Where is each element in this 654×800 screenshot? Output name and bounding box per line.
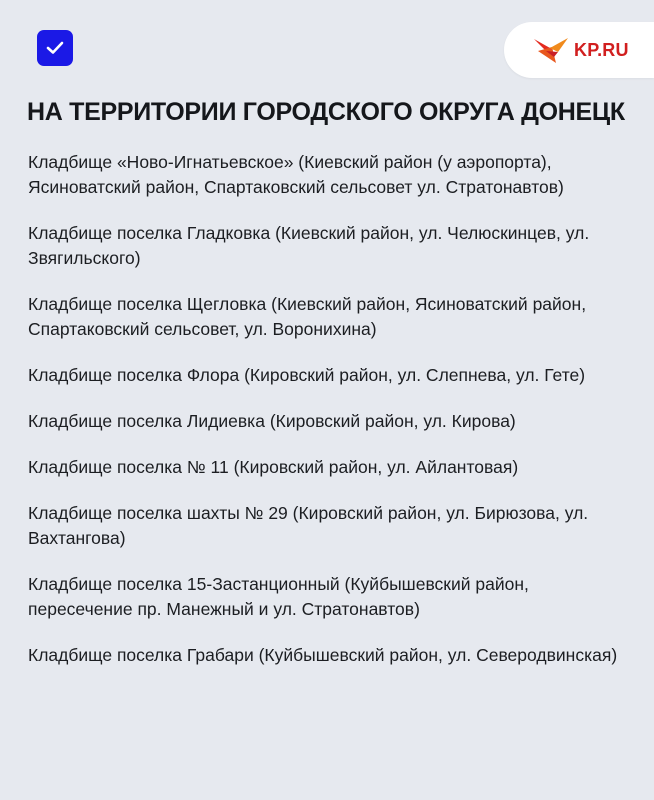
list-item: Кладбище «Ново-Игнатьевское» (Киевский район (у аэропорта), Ясиноватский район, Спартаковский сельсовет ул. Стратонавтов) — [28, 152, 564, 197]
check-icon — [46, 41, 64, 55]
list-item: Кладбище поселка Флора (Кировский район, ул. Слепнева, ул. Гете) — [28, 365, 586, 385]
list-item: Кладбище поселка Грабари (Куйбышевский район, ул. Северодвинская) — [28, 645, 618, 665]
page-title: НА ТЕРРИТОРИИ ГОРОДСКОГО ОКРУГА ДОНЕЦК — [27, 98, 625, 126]
list-item: Кладбище поселка 15-Застанционный (Куйбышевский район, пересечение пр. Манежный и ул. Стратонавтов) — [28, 574, 529, 619]
brand-name: KP.RU — [574, 39, 629, 60]
brand-logo — [504, 22, 654, 78]
list-item: Кладбище поселка № 11 (Кировский район, ул. Айлантовая) — [28, 457, 519, 477]
list-item: Кладбище поселка шахты № 29 (Кировский район, ул. Бирюзова, ул. Вахтангова) — [28, 503, 589, 548]
list-item: Кладбище поселка Гладковка (Киевский район, ул. Челюскинцев, ул. Звягильского) — [28, 223, 590, 268]
check-badge — [37, 30, 73, 66]
list-item: Кладбище поселка Лидиевка (Кировский район, ул. Кирова) — [28, 411, 516, 431]
list-item: Кладбище поселка Щегловка (Киевский район, Ясиноватский район, Спартаковский сельсовет, ул. Воронихина) — [28, 294, 587, 339]
bird-logo-icon — [532, 35, 570, 65]
cemetery-list — [28, 150, 628, 689]
